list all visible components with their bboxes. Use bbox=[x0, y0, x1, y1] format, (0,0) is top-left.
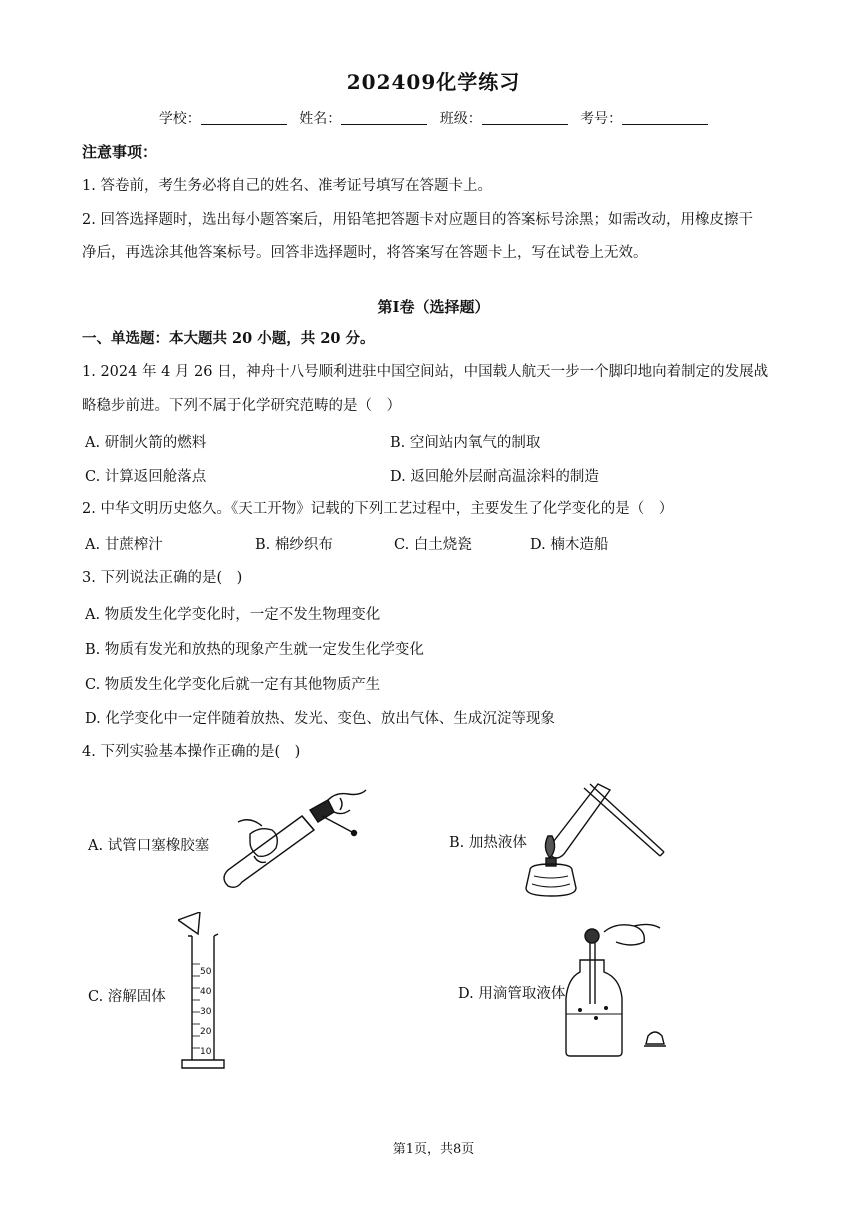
page-title: 202409化学练习 bbox=[346, 70, 521, 94]
q4-option-a: A. 试管口塞橡胶塞 bbox=[88, 838, 210, 854]
class-field bbox=[440, 108, 568, 128]
notice-heading: 注意事项： bbox=[82, 143, 158, 161]
alcohol-lamp-shape bbox=[526, 864, 576, 896]
heating-liquid-figure bbox=[520, 776, 670, 902]
q1-stem-line-1: 1. 2024 年 4 月 26 日，神舟十八号顺利进驻中国空间站，中国载人航天一步一个脚印地向着制定的发展战 bbox=[82, 364, 769, 380]
rubber-stopper-shape bbox=[310, 800, 334, 822]
class-blank[interactable] bbox=[482, 110, 568, 125]
q2-option-b: B. 棉纱织布 bbox=[255, 537, 333, 553]
cylinder-tick-30: 30 bbox=[200, 1007, 212, 1017]
notice-item-2-line-1: 2. 回答选择题时，选出每小题答案后，用铅笔把答题卡对应题目的答案标号涂黑；如需改动，用橡皮擦干 bbox=[82, 212, 753, 228]
q1-option-a: A. 研制火箭的燃料 bbox=[85, 435, 207, 451]
q3-option-c: C. 物质发生化学变化后就一定有其他物质产生 bbox=[85, 677, 381, 693]
dropper-bottle-figure bbox=[560, 918, 680, 1060]
heated-test-tube-shape bbox=[550, 784, 610, 858]
student-info-row bbox=[0, 108, 867, 128]
q4-option-b: B. 加热液体 bbox=[449, 835, 527, 851]
q3-option-b: B. 物质有发光和放热的现象产生就一定发生化学变化 bbox=[85, 642, 424, 658]
test-tube-stopper-figure bbox=[210, 786, 370, 892]
q3-stem: 3. 下列说法正确的是( ) bbox=[82, 570, 243, 586]
page-footer: 第1页，共8页 bbox=[392, 1142, 475, 1157]
q2-option-d: D. 楠木造船 bbox=[530, 537, 609, 553]
q4-option-d: D. 用滴管取液体 bbox=[458, 986, 566, 1002]
q1-option-b: B. 空间站内氧气的制取 bbox=[390, 435, 541, 451]
notice-item-1: 1. 答卷前，考生务必将自己的姓名、准考证号填写在答题卡上。 bbox=[82, 178, 492, 194]
q4-stem: 4. 下列实验基本操作正确的是( ) bbox=[82, 744, 301, 760]
graduated-cylinder-figure bbox=[178, 912, 238, 1072]
q3-option-a: A. 物质发生化学变化时，一定不发生物理变化 bbox=[85, 607, 381, 623]
cylinder-tick-50: 50 bbox=[200, 967, 212, 977]
test-tube-shape bbox=[224, 816, 314, 887]
q1-option-d: D. 返回舱外层耐高温涂料的制造 bbox=[390, 469, 599, 485]
q1-stem-line-2: 略稳步前进。下列不属于化学研究范畴的是（ ） bbox=[82, 398, 401, 414]
school-blank[interactable] bbox=[201, 110, 287, 125]
q2-option-c: C. 白土烧瓷 bbox=[394, 537, 472, 553]
name-blank[interactable] bbox=[341, 110, 427, 125]
q2-stem: 2. 中华文明历史悠久。《天工开物》记载的下列工艺过程中，主要发生了化学变化的是（ ） bbox=[82, 501, 674, 517]
q3-option-d: D. 化学变化中一定伴随着放热、发光、变色、放出气体、生成沉淀等现象 bbox=[85, 711, 555, 727]
school-field bbox=[159, 108, 287, 128]
q1-option-c: C. 计算返回舱落点 bbox=[85, 469, 207, 485]
q2-option-a: A. 甘蔗榨汁 bbox=[85, 537, 163, 553]
exam-number-label: 考号： bbox=[580, 111, 623, 127]
exam-number-blank[interactable] bbox=[622, 110, 708, 125]
bottle-stopper-shape bbox=[646, 1032, 664, 1044]
q4-option-c: C. 溶解固体 bbox=[88, 989, 166, 1005]
name-field bbox=[299, 108, 427, 128]
notice-item-2-line-2: 净后，再选涂其他答案标号。回答非选择题时，将答案写在答题卡上，写在试卷上无效。 bbox=[82, 245, 648, 261]
cylinder-tick-40: 40 bbox=[200, 987, 212, 997]
school-label: 学校： bbox=[158, 111, 201, 127]
cylinder-tick-10: 10 bbox=[200, 1047, 212, 1057]
name-label: 姓名： bbox=[299, 111, 342, 127]
paper-funnel-shape bbox=[178, 912, 200, 934]
reagent-bottle-shape bbox=[566, 960, 622, 1056]
cylinder-tick-20: 20 bbox=[200, 1027, 212, 1037]
section-title: 第Ⅰ卷（选择题） bbox=[377, 298, 490, 316]
class-label: 班级： bbox=[439, 111, 482, 127]
hand-shape bbox=[604, 925, 644, 945]
part-heading: 一、单选题：本大题共 20 小题，共 20 分。 bbox=[82, 330, 375, 347]
exam-number-field bbox=[580, 108, 708, 128]
